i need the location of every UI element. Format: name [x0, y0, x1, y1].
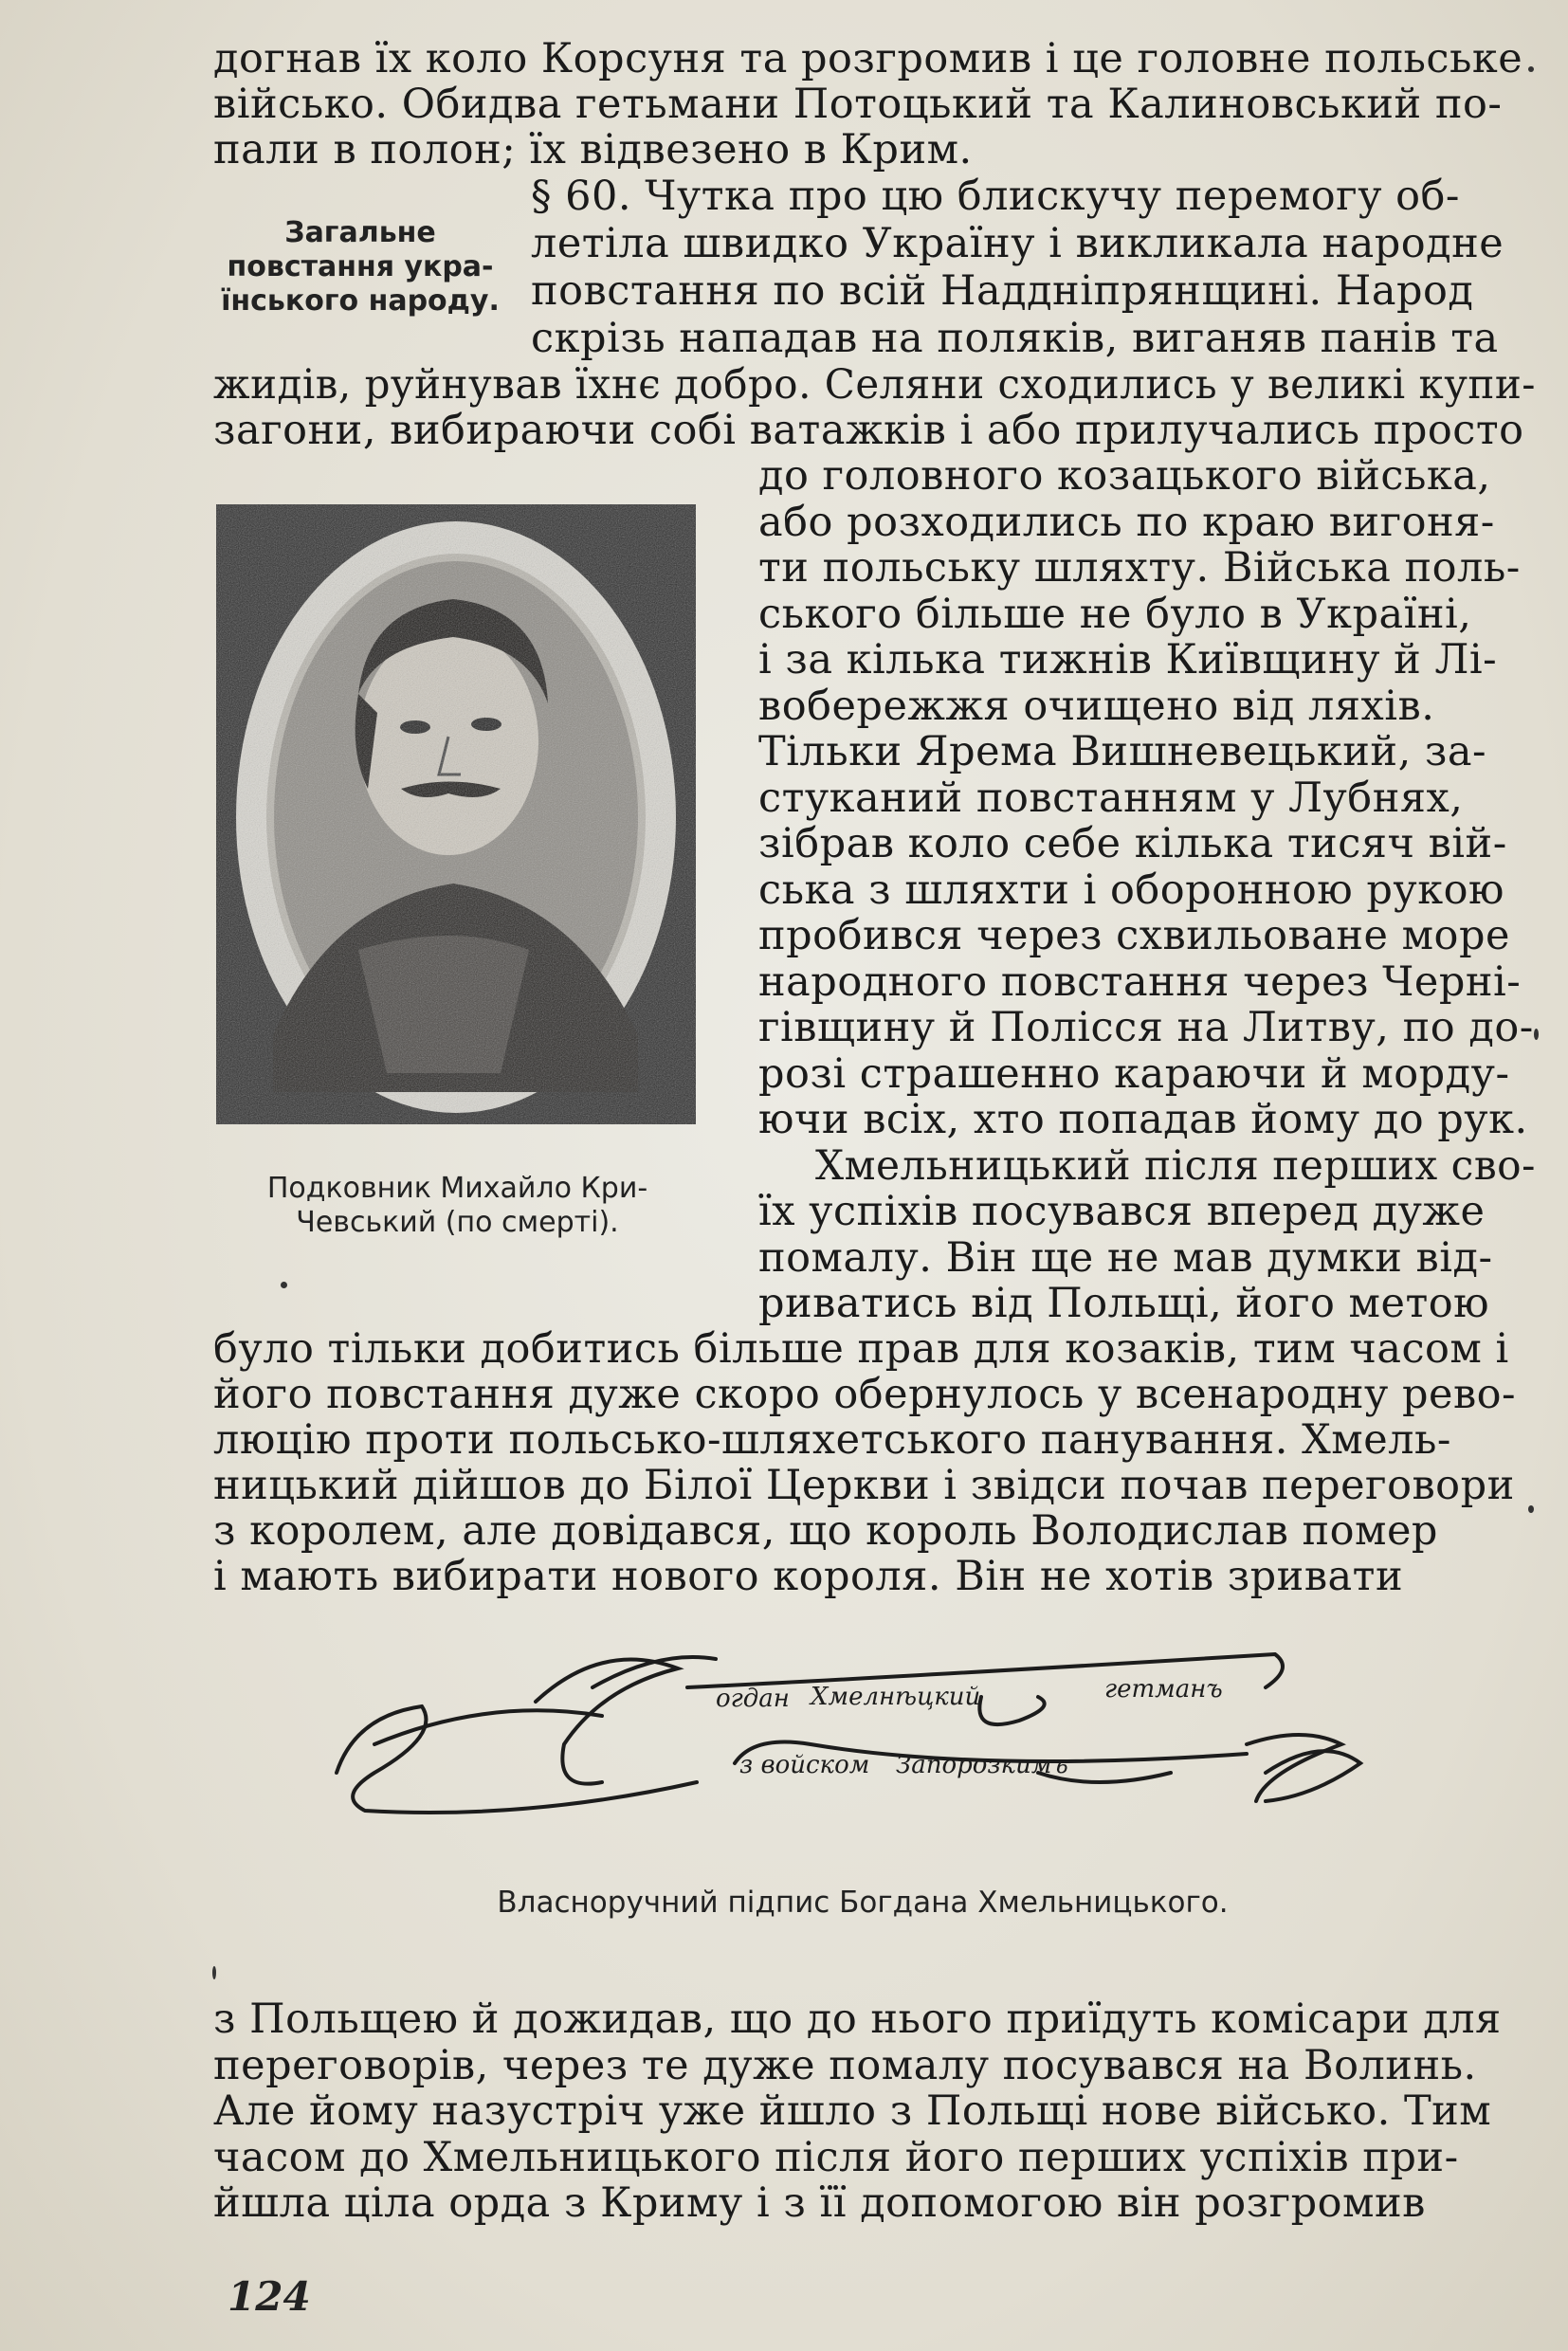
text-line: вобережжя очищено від ляхів.: [758, 682, 1435, 730]
signature-drawing: [318, 1631, 1436, 1877]
svg-text:гетманъ: гетманъ: [1104, 1675, 1223, 1704]
text-line: з королем, але довідався, що король Володислав помер: [213, 1507, 1438, 1555]
text-line: летіла швидко Україну і викликала народне: [531, 220, 1504, 267]
margin-heading-line: повстання укра-: [227, 250, 494, 283]
text-line: пали в полон; їх відвезено в Крим.: [213, 126, 973, 173]
text-line: військо. Обидва гетьмани Потоцький та Калиновський по-: [213, 81, 1503, 128]
text-line: скрізь нападав на поляків, виганяв панів та: [531, 315, 1499, 362]
text-line: переговорів, через те дуже помалу посувався на Волинь.: [213, 2041, 1477, 2089]
text-line: ти польську шляхту. Війська поль-: [758, 544, 1521, 592]
text-line: до головного козацького війська,: [758, 452, 1491, 500]
page-number: 124: [228, 2273, 311, 2320]
svg-text:Запорозкимъ: Запорозкимъ: [896, 1751, 1068, 1779]
text-line: люцію проти польсько-шляхетського панування. Хмель-: [213, 1416, 1451, 1464]
text-line: повстання по всій Наддніпрянщині. Народ: [531, 267, 1474, 315]
text-line: гівщину й Полісся на Литву, по до-: [758, 1004, 1534, 1051]
svg-text:Хмелнѣцкий: Хмелнѣцкий: [811, 1683, 981, 1711]
text-line: ська з шляхти і оборонною рукою: [758, 866, 1504, 914]
text-line: ючи всіх, хто попадав йому до рук.: [758, 1096, 1528, 1143]
ink-speck: [1528, 66, 1534, 72]
text-line: Хмельницький після перших сво-: [815, 1141, 1536, 1190]
portrait-image: [216, 504, 696, 1124]
caption-line: Подковник Михайло Кри-: [266, 1172, 648, 1205]
text-line: помалу. Він ще не мав думки від-: [758, 1233, 1493, 1282]
signature-caption: Власноручний підпис Богдана Хмельницького.: [497, 1886, 1229, 1920]
text-line: ського більше не було в Україні,: [758, 590, 1472, 638]
text-line: зібрав коло себе кілька тисяч вій-: [758, 820, 1507, 867]
margin-heading-line: їнського народу.: [221, 284, 500, 318]
text-line: з Польщею й дожидав, що до нього приїдуть комісари для: [213, 1996, 1502, 2043]
text-line: Але йому назустріч уже йшло з Польщі нове військо. Тим: [213, 2087, 1492, 2135]
ink-speck: [212, 1966, 216, 1979]
text-line: загони, вибираючи собі ватажків і або прилучались просто: [213, 407, 1524, 454]
ink-speck: [281, 1282, 287, 1288]
text-line: народного повстання через Черні-: [758, 957, 1522, 1006]
text-line: їх успіхів посувався вперед дуже: [758, 1188, 1486, 1235]
text-line: і за кілька тижнів Київщину й Лі-: [758, 636, 1498, 683]
svg-text:з войском: з войском: [739, 1751, 870, 1779]
text-line: і мають вибирати нового короля. Він не хотів зривати: [213, 1553, 1404, 1600]
signature-image: [318, 1631, 1436, 1877]
text-line: його повстання дуже скоро обернулось у всенародну рево-: [213, 1371, 1517, 1418]
text-line: йшла ціла орда з Криму і з її допомогою він розгромив: [213, 2179, 1426, 2227]
text-line: пробився через схвильоване море: [758, 912, 1510, 959]
text-line: Тільки Ярема Вишневецький, за-: [758, 728, 1487, 775]
margin-heading-line: Загальне: [284, 216, 436, 249]
text-line: риватись від Польщі, його метою: [758, 1280, 1490, 1327]
margin-heading: [209, 216, 512, 319]
text-line: було тільки добитись більше прав для козаків, тим часом і: [213, 1325, 1509, 1373]
portrait-caption: [213, 1172, 702, 1240]
text-line: часом до Хмельницького після його перших успіхів при-: [213, 2133, 1459, 2181]
text-line: стуканий повстанням у Лубнях,: [758, 774, 1464, 822]
ink-speck: [1534, 1029, 1539, 1040]
text-line: § 60. Чутка про цю блискучу перемогу об-: [531, 173, 1460, 220]
svg-text:огдан: огдан: [716, 1685, 790, 1713]
ink-speck: [1528, 1505, 1534, 1513]
text-line: ницький дійшов до Білої Церкви і звідси почав переговори: [213, 1462, 1515, 1509]
text-line: жидів, руйнував їхнє добро. Селяни сходились у великі купи-: [213, 361, 1536, 409]
portrait-drawing: [216, 504, 696, 1124]
text-line: або розходились по краю вигоня-: [758, 498, 1495, 546]
text-line: розі страшенно караючи й морду-: [758, 1049, 1510, 1098]
caption-line: Чевський (по смерті).: [296, 1206, 619, 1239]
text-line: догнав їх коло Корсуня та розгромив і це головне польське: [213, 35, 1523, 82]
